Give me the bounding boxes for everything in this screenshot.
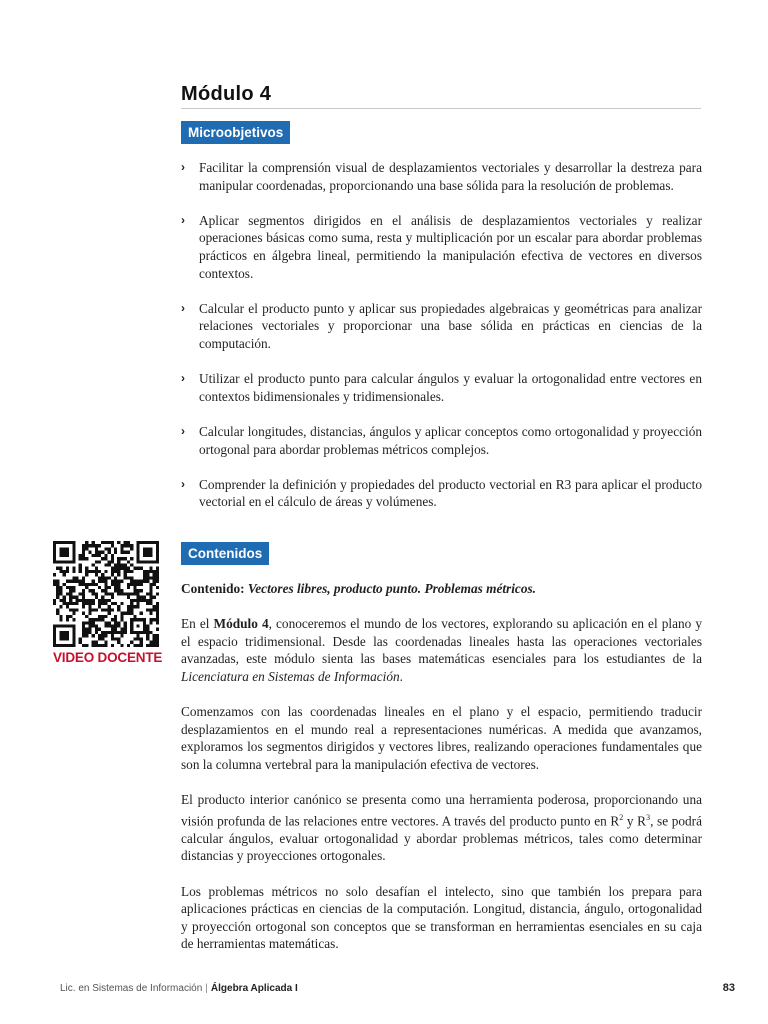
module-title: Módulo 4 <box>181 83 272 105</box>
objective-text: Aplicar segmentos dirigidos en el análisis de desplazamientos vectoriales y realizar operaciones básicas como suma, resta y multiplicación por un escalar para abordar problemas prácticos en álgebra lineal, permitiendo la manipulación efectiva de vectores en diversos contextos. <box>199 212 702 281</box>
objective-text: Utilizar el producto punto para calcular ángulos y evaluar la ortogonalidad entre vectores en contextos bidimensionales y tridimensionales. <box>199 371 702 404</box>
superscript: 3 <box>646 812 651 822</box>
objective-item <box>181 212 702 282</box>
contents-paragraph-3 <box>181 791 702 865</box>
chevron-right-icon: › <box>181 476 185 491</box>
contents-body <box>181 580 702 970</box>
footer-degree: Lic. en Sistemas de Información <box>60 983 203 994</box>
module-reference: Módulo 4 <box>213 616 269 632</box>
content-topics <box>181 580 702 598</box>
paragraph-text: , se podrá calcular ángulos, evaluar ortogonalidad y abordar problemas métricos, tales como determinar distancias y proyecciones ortogonales. <box>181 813 703 864</box>
paragraph-text: . <box>399 668 403 684</box>
objective-item <box>181 370 702 405</box>
chevron-right-icon: › <box>181 300 185 315</box>
content-label: Contenido: <box>181 581 245 596</box>
title-divider <box>181 108 701 109</box>
paragraph-text: y R <box>623 813 647 829</box>
content-topics-text: Vectores libres, producto punto. Problemas métricos. <box>247 581 536 596</box>
chevron-right-icon: › <box>181 212 185 227</box>
contents-paragraph-2: Comenzamos con las coordenadas lineales en el plano y el espacio, permitiendo traducir desplazamientos en el mundo real a representaciones numéricas. A medida que avanzamos, exploramos los segmentos dirigidos y vectores libres, realizando operaciones fundamentales que son la columna vertebral para la manipulación efectiva de vectores. <box>181 704 702 772</box>
objective-item <box>181 159 702 194</box>
chevron-right-icon: › <box>181 423 185 438</box>
objective-item <box>181 423 702 458</box>
contents-paragraph-1 <box>181 615 702 685</box>
chevron-right-icon: › <box>181 160 185 174</box>
paragraph-text: , conoceremos el mundo de los vectores, explorando su aplicación en el plano y el espacio tridimensional. Desde las coordenadas lineales hasta las operaciones vectoriales avanzadas, este módulo sienta las bases matemáticas esenciales para los estudiantes de la <box>181 616 703 667</box>
contents-paragraph-4: Los problemas métricos no solo desafían el intelecto, sino que también los prepara para aplicaciones prácticas en ciencias de la computación. Longitud, distancia, ángulo, ortogonalidad y proyección ortogonal son conceptos que se transforman en herramientas esenciales en su caja de herramientas matemáticas. <box>181 883 702 952</box>
video-docente-label[interactable]: VIDEO DOCENTE <box>53 650 163 665</box>
footer-separator: | <box>205 983 208 994</box>
objective-text: Calcular longitudes, distancias, ángulos y aplicar conceptos como ortogonalidad y proyección ortogonal para abordar problemas métricos complejos. <box>199 423 702 457</box>
footer-credit <box>60 983 298 994</box>
microobjectives-heading: Microobjetivos <box>181 121 290 144</box>
qr-code-icon[interactable] <box>53 541 159 647</box>
contents-heading: Contenidos <box>181 542 269 565</box>
objective-item <box>181 476 702 511</box>
microobjectives-list <box>181 159 702 528</box>
footer-course: Álgebra Aplicada I <box>210 983 298 994</box>
objective-text: Facilitar la comprensión visual de desplazamientos vectoriales y desarrollar la destreza para manipular coordenadas, proporcionando una base sólida para la resolución de problemas. <box>199 160 702 193</box>
objective-text: Calcular el producto punto y aplicar sus propiedades algebraicas y geométricas para analizar relaciones vectoriales y proporcionar una base sólida en prácticas en ciencias de la computación. <box>199 300 702 351</box>
superscript: 2 <box>619 812 624 822</box>
paragraph-text: En el <box>181 616 214 632</box>
objective-text: Comprender la definición y propiedades del producto vectorial en R3 para aplicar el producto vectorial en el cálculo de áreas y volúmenes. <box>199 476 702 510</box>
paragraph-text: El producto interior canónico se presenta como una herramienta poderosa, proporcionando una visión profunda de las relaciones entre vectores. A través del producto punto en R <box>181 792 702 829</box>
page-number: 83 <box>722 982 735 994</box>
degree-reference: Licenciatura en Sistemas de Información <box>181 668 400 684</box>
chevron-right-icon: › <box>181 371 185 386</box>
objective-item <box>181 300 702 353</box>
